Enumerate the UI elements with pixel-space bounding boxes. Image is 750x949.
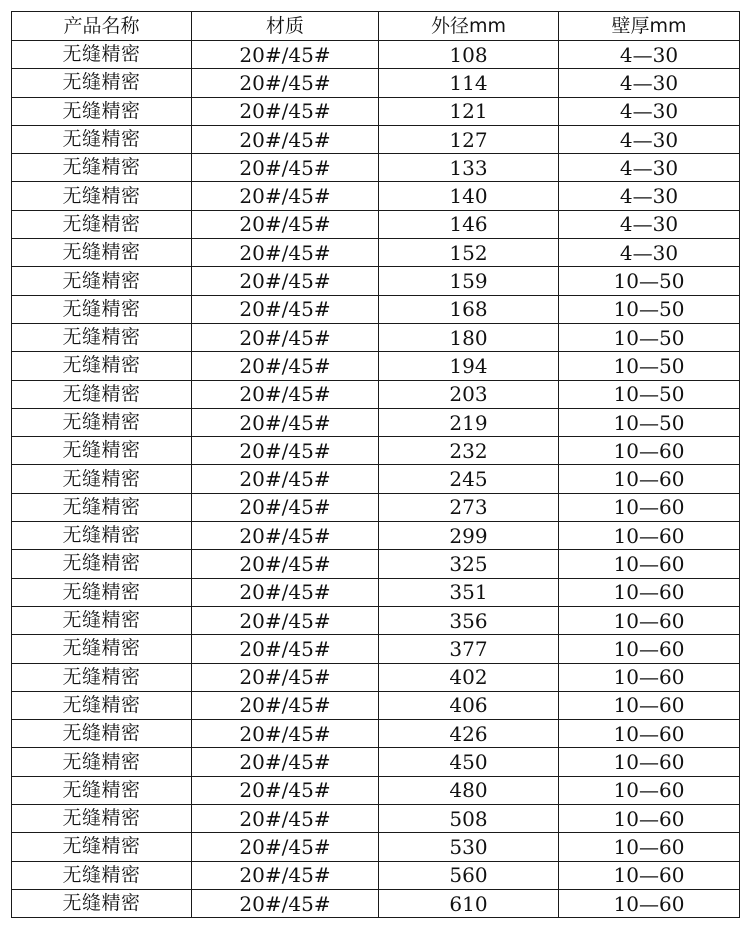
material-cell: 20#/45# bbox=[192, 210, 379, 238]
outer-diameter-cell: 351 bbox=[379, 578, 559, 606]
material-cell: 20#/45# bbox=[192, 493, 379, 521]
table-row bbox=[12, 465, 740, 493]
wall-thickness-cell: 10—60 bbox=[559, 578, 740, 606]
wall-thickness-cell: 10—60 bbox=[559, 522, 740, 550]
product-name-cell: 无缝精密 bbox=[12, 323, 192, 351]
outer-diameter-cell: 560 bbox=[379, 861, 559, 889]
table-row bbox=[12, 578, 740, 606]
outer-diameter-cell: 325 bbox=[379, 550, 559, 578]
wall-thickness-cell: 10—60 bbox=[559, 776, 740, 804]
material-cell: 20#/45# bbox=[192, 239, 379, 267]
wall-thickness-cell: 10—60 bbox=[559, 691, 740, 719]
product-name-cell: 无缝精密 bbox=[12, 182, 192, 210]
table-row bbox=[12, 125, 740, 153]
outer-diameter-cell: 426 bbox=[379, 720, 559, 748]
wall-thickness-cell: 10—50 bbox=[559, 267, 740, 295]
wall-thickness-cell: 4—30 bbox=[559, 154, 740, 182]
outer-diameter-cell: 450 bbox=[379, 748, 559, 776]
material-cell: 20#/45# bbox=[192, 805, 379, 833]
material-cell: 20#/45# bbox=[192, 776, 379, 804]
outer-diameter-cell: 108 bbox=[379, 41, 559, 69]
outer-diameter-cell: 140 bbox=[379, 182, 559, 210]
product-name-cell: 无缝精密 bbox=[12, 578, 192, 606]
table-row bbox=[12, 606, 740, 634]
product-name-cell: 无缝精密 bbox=[12, 691, 192, 719]
table-row bbox=[12, 889, 740, 917]
material-cell: 20#/45# bbox=[192, 437, 379, 465]
outer-diameter-cell: 402 bbox=[379, 663, 559, 691]
table-row bbox=[12, 833, 740, 861]
product-name-cell: 无缝精密 bbox=[12, 352, 192, 380]
outer-diameter-cell: 168 bbox=[379, 295, 559, 323]
outer-diameter-cell: 121 bbox=[379, 97, 559, 125]
product-name-cell: 无缝精密 bbox=[12, 748, 192, 776]
wall-thickness-cell: 10—60 bbox=[559, 550, 740, 578]
table-row bbox=[12, 635, 740, 663]
product-name-cell: 无缝精密 bbox=[12, 97, 192, 125]
table-row bbox=[12, 352, 740, 380]
material-cell: 20#/45# bbox=[192, 182, 379, 210]
table-row bbox=[12, 805, 740, 833]
wall-thickness-cell: 4—30 bbox=[559, 239, 740, 267]
header-outer-diameter: 外径mm bbox=[379, 12, 559, 41]
product-name-cell: 无缝精密 bbox=[12, 41, 192, 69]
wall-thickness-cell: 10—50 bbox=[559, 323, 740, 351]
table-row bbox=[12, 776, 740, 804]
outer-diameter-cell: 273 bbox=[379, 493, 559, 521]
product-name-cell: 无缝精密 bbox=[12, 889, 192, 917]
outer-diameter-cell: 133 bbox=[379, 154, 559, 182]
wall-thickness-cell: 4—30 bbox=[559, 210, 740, 238]
spec-table bbox=[11, 11, 740, 918]
product-name-cell: 无缝精密 bbox=[12, 239, 192, 267]
wall-thickness-cell: 4—30 bbox=[559, 41, 740, 69]
header-material: 材质 bbox=[192, 12, 379, 41]
material-cell: 20#/45# bbox=[192, 663, 379, 691]
material-cell: 20#/45# bbox=[192, 578, 379, 606]
outer-diameter-cell: 480 bbox=[379, 776, 559, 804]
table-row bbox=[12, 663, 740, 691]
product-name-cell: 无缝精密 bbox=[12, 550, 192, 578]
product-name-cell: 无缝精密 bbox=[12, 606, 192, 634]
wall-thickness-cell: 10—60 bbox=[559, 805, 740, 833]
table-row bbox=[12, 154, 740, 182]
wall-thickness-cell: 10—50 bbox=[559, 380, 740, 408]
wall-thickness-cell: 10—50 bbox=[559, 408, 740, 436]
material-cell: 20#/45# bbox=[192, 522, 379, 550]
wall-thickness-cell: 10—60 bbox=[559, 833, 740, 861]
material-cell: 20#/45# bbox=[192, 154, 379, 182]
outer-diameter-cell: 219 bbox=[379, 408, 559, 436]
table-row bbox=[12, 182, 740, 210]
table-row bbox=[12, 691, 740, 719]
wall-thickness-cell: 10—50 bbox=[559, 295, 740, 323]
table-row bbox=[12, 550, 740, 578]
outer-diameter-cell: 508 bbox=[379, 805, 559, 833]
material-cell: 20#/45# bbox=[192, 720, 379, 748]
table-row bbox=[12, 748, 740, 776]
table-header bbox=[12, 12, 740, 41]
outer-diameter-cell: 152 bbox=[379, 239, 559, 267]
product-name-cell: 无缝精密 bbox=[12, 69, 192, 97]
table-row bbox=[12, 380, 740, 408]
outer-diameter-cell: 232 bbox=[379, 437, 559, 465]
material-cell: 20#/45# bbox=[192, 408, 379, 436]
wall-thickness-cell: 10—60 bbox=[559, 437, 740, 465]
outer-diameter-cell: 203 bbox=[379, 380, 559, 408]
material-cell: 20#/45# bbox=[192, 748, 379, 776]
material-cell: 20#/45# bbox=[192, 691, 379, 719]
wall-thickness-cell: 10—60 bbox=[559, 748, 740, 776]
material-cell: 20#/45# bbox=[192, 69, 379, 97]
product-name-cell: 无缝精密 bbox=[12, 267, 192, 295]
table-row bbox=[12, 493, 740, 521]
outer-diameter-cell: 127 bbox=[379, 125, 559, 153]
wall-thickness-cell: 10—60 bbox=[559, 606, 740, 634]
outer-diameter-cell: 530 bbox=[379, 833, 559, 861]
table-row bbox=[12, 522, 740, 550]
table-row bbox=[12, 323, 740, 351]
wall-thickness-cell: 10—60 bbox=[559, 465, 740, 493]
product-name-cell: 无缝精密 bbox=[12, 861, 192, 889]
material-cell: 20#/45# bbox=[192, 97, 379, 125]
outer-diameter-cell: 159 bbox=[379, 267, 559, 295]
wall-thickness-cell: 10—60 bbox=[559, 493, 740, 521]
wall-thickness-cell: 10—60 bbox=[559, 635, 740, 663]
wall-thickness-cell: 4—30 bbox=[559, 69, 740, 97]
material-cell: 20#/45# bbox=[192, 833, 379, 861]
material-cell: 20#/45# bbox=[192, 861, 379, 889]
table-row bbox=[12, 210, 740, 238]
table-row bbox=[12, 720, 740, 748]
product-name-cell: 无缝精密 bbox=[12, 437, 192, 465]
product-name-cell: 无缝精密 bbox=[12, 154, 192, 182]
wall-thickness-cell: 10—60 bbox=[559, 663, 740, 691]
table-row bbox=[12, 267, 740, 295]
material-cell: 20#/45# bbox=[192, 889, 379, 917]
product-name-cell: 无缝精密 bbox=[12, 833, 192, 861]
material-cell: 20#/45# bbox=[192, 380, 379, 408]
product-name-cell: 无缝精密 bbox=[12, 635, 192, 663]
table-row bbox=[12, 408, 740, 436]
table-row bbox=[12, 861, 740, 889]
outer-diameter-cell: 194 bbox=[379, 352, 559, 380]
outer-diameter-cell: 146 bbox=[379, 210, 559, 238]
material-cell: 20#/45# bbox=[192, 41, 379, 69]
header-wall-thickness: 壁厚mm bbox=[559, 12, 740, 41]
table-row bbox=[12, 239, 740, 267]
wall-thickness-cell: 10—50 bbox=[559, 352, 740, 380]
wall-thickness-cell: 10—60 bbox=[559, 861, 740, 889]
outer-diameter-cell: 610 bbox=[379, 889, 559, 917]
material-cell: 20#/45# bbox=[192, 606, 379, 634]
material-cell: 20#/45# bbox=[192, 465, 379, 493]
table-row bbox=[12, 69, 740, 97]
product-name-cell: 无缝精密 bbox=[12, 805, 192, 833]
table-row bbox=[12, 295, 740, 323]
outer-diameter-cell: 180 bbox=[379, 323, 559, 351]
material-cell: 20#/45# bbox=[192, 125, 379, 153]
material-cell: 20#/45# bbox=[192, 295, 379, 323]
table-row bbox=[12, 437, 740, 465]
table-row bbox=[12, 41, 740, 69]
outer-diameter-cell: 356 bbox=[379, 606, 559, 634]
product-name-cell: 无缝精密 bbox=[12, 522, 192, 550]
product-name-cell: 无缝精密 bbox=[12, 493, 192, 521]
table-body bbox=[12, 41, 740, 918]
wall-thickness-cell: 10—60 bbox=[559, 720, 740, 748]
header-product-name: 产品名称 bbox=[12, 12, 192, 41]
material-cell: 20#/45# bbox=[192, 635, 379, 663]
outer-diameter-cell: 299 bbox=[379, 522, 559, 550]
product-name-cell: 无缝精密 bbox=[12, 663, 192, 691]
product-name-cell: 无缝精密 bbox=[12, 408, 192, 436]
material-cell: 20#/45# bbox=[192, 352, 379, 380]
product-name-cell: 无缝精密 bbox=[12, 720, 192, 748]
product-name-cell: 无缝精密 bbox=[12, 295, 192, 323]
header-row bbox=[12, 12, 740, 41]
outer-diameter-cell: 406 bbox=[379, 691, 559, 719]
table-row bbox=[12, 97, 740, 125]
product-name-cell: 无缝精密 bbox=[12, 210, 192, 238]
product-name-cell: 无缝精密 bbox=[12, 776, 192, 804]
wall-thickness-cell: 4—30 bbox=[559, 182, 740, 210]
wall-thickness-cell: 4—30 bbox=[559, 97, 740, 125]
wall-thickness-cell: 4—30 bbox=[559, 125, 740, 153]
wall-thickness-cell: 10—60 bbox=[559, 889, 740, 917]
product-name-cell: 无缝精密 bbox=[12, 380, 192, 408]
product-name-cell: 无缝精密 bbox=[12, 125, 192, 153]
material-cell: 20#/45# bbox=[192, 550, 379, 578]
product-name-cell: 无缝精密 bbox=[12, 465, 192, 493]
outer-diameter-cell: 114 bbox=[379, 69, 559, 97]
outer-diameter-cell: 377 bbox=[379, 635, 559, 663]
outer-diameter-cell: 245 bbox=[379, 465, 559, 493]
material-cell: 20#/45# bbox=[192, 323, 379, 351]
material-cell: 20#/45# bbox=[192, 267, 379, 295]
